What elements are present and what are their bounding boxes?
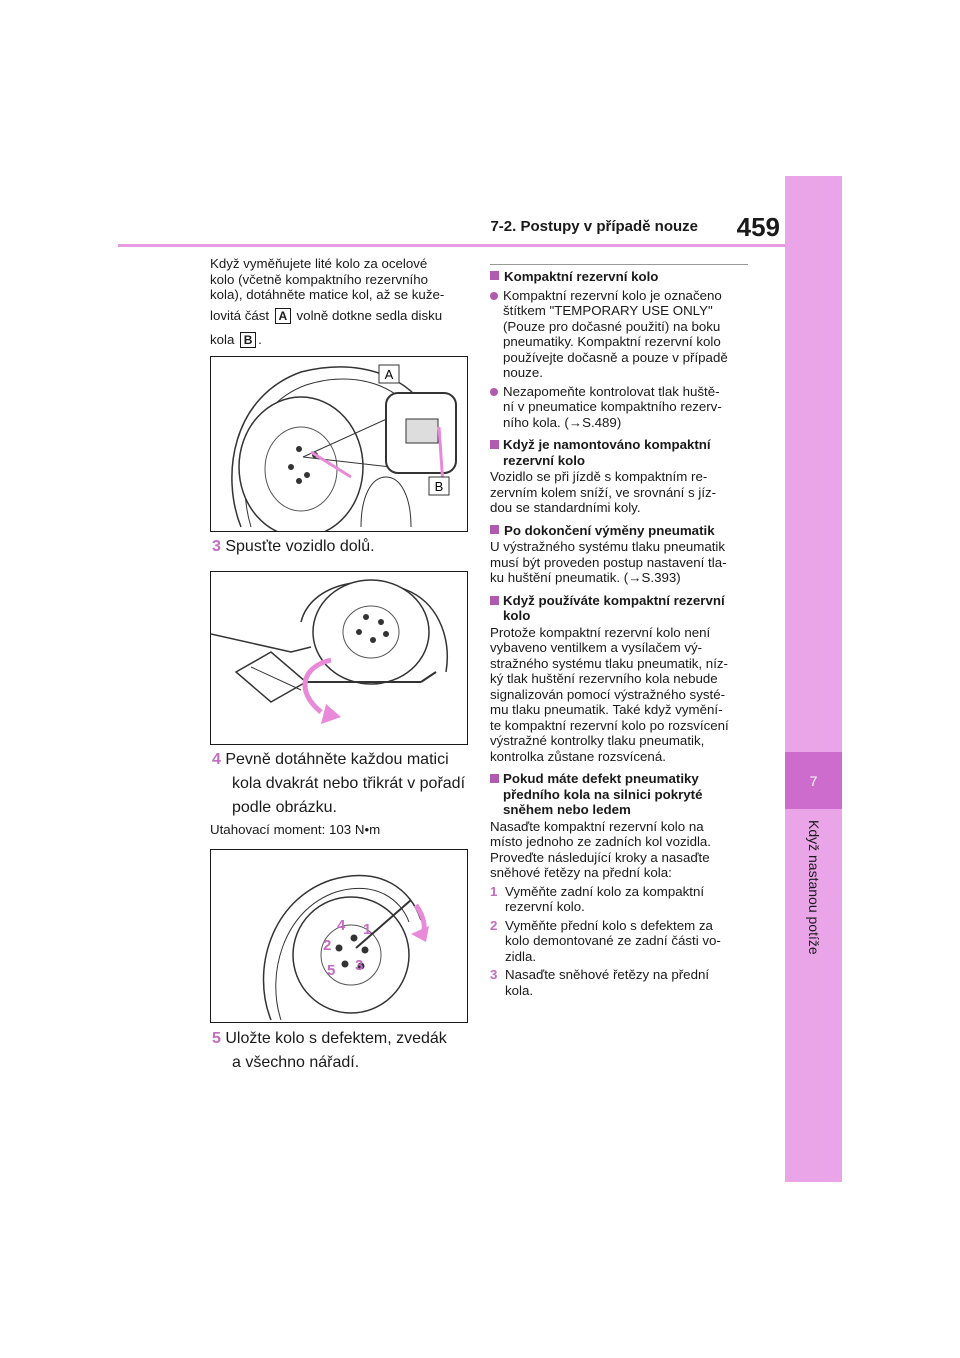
paragraph-spare-mounted: Vozidlo se při jízdě s kompaktním re- zervním kolem sníží, ve srovnání s jíz- dou se standardními koly.: [490, 469, 717, 515]
bullet-check-pressure: Nezapomeňte kontrolovat tlak huště- ní v pneumatice kompaktního rezerv- ního kola. (→S.489): [490, 384, 760, 431]
right-column: [490, 269, 760, 998]
bullet-temporary-use: Kompaktní rezervní kolo je označeno štítkem "TEMPORARY USE ONLY" (Pouze pro dočasné použití) na boku pneumatiky. Kompaktní rezervní kolo používejte dočasně a pouze v případě nouze.: [490, 288, 760, 381]
chapter-number-box: 7: [785, 752, 842, 809]
intro-paragraph: Když vyměňujete lité kolo za ocelové kolo (včetně kompaktního rezervního kola), dotáhněte matice kol, až se kuže- lovitá část A volně dotkne sedla disku kola B .: [210, 256, 445, 347]
chapter-title-vertical: Když nastanou potíže: [805, 820, 822, 955]
snow-step-3: 3 Nasaďte sněhové řetězy na přední kola.: [490, 967, 710, 998]
page-number: 459: [736, 212, 780, 242]
header-rule: [118, 244, 785, 247]
label-b-box: B: [240, 332, 256, 348]
heading-compact-spare: Kompaktní rezervní kolo: [490, 269, 760, 285]
label-a-box: A: [275, 308, 291, 324]
paragraph-snow-ice: Nasaďte kompaktní rezervní kolo na místo jednoho ze zadních kol vozidla. Proveďte následující kroky a nasaďte sněhové řetězy na přední kola:: [490, 818, 712, 880]
heading-after-tire-change: Po dokončení výměny pneumatik: [490, 523, 760, 539]
snow-step-1: 1 Vyměňte zadní kolo za kompaktní rezervní kolo.: [490, 883, 705, 914]
tightening-order-illustration: [211, 850, 467, 1022]
order-num-4: 4: [337, 917, 346, 934]
figure-tightening-order: [210, 849, 468, 1023]
torque-spec: Utahovací moment: 103 N•m: [210, 822, 381, 837]
column-rule: [490, 264, 748, 265]
order-num-1: 1: [363, 921, 372, 938]
step-4: 4 Pevně dotáhněte každou matici kola dvakrát nebo třikrát v pořadí podle obrázku.: [212, 751, 466, 816]
order-num-2: 2: [323, 937, 332, 954]
heading-using-spare: Když používáte kompaktní rezervní kolo: [490, 593, 760, 624]
order-num-3: 3: [355, 957, 364, 974]
section-title: 7-2. Postupy v případě nouze: [490, 218, 698, 235]
wheel-nut-illustration: [211, 357, 467, 531]
step-5: 5 Uložte kolo s defektem, zvedák a všechno nářadí.: [212, 1030, 447, 1071]
heading-spare-mounted: Když je namontováno kompaktní rezervní kolo: [490, 437, 760, 468]
figure-lower-vehicle: [210, 571, 468, 745]
step-3: 3 Spusťte vozidlo dolů.: [212, 538, 375, 555]
paragraph-using-spare: Protože kompaktní rezervní kolo není vybaveno ventilkem a vysílačem vý- stražného systému tlaku pneumatik, níz- ký tlak huštění rezervního kola nebude signalizován pomocí výstražného systé- mu tlaku pneumatik. Také když vymění- te kompaktní rezervní kolo po rozsvícení výstražné kontrolky tlaku pneumatik, kontrolka zůstane rozsvícená.: [490, 624, 729, 764]
figure-wheel-nut-detail: [210, 356, 468, 532]
paragraph-after-tire-change: U výstražného systému tlaku pneumatik musí být proveden postup nastavení tla- ku huštění pneumatik. (→S.393): [490, 539, 727, 585]
jack-lowering-illustration: [211, 572, 467, 744]
order-num-5: 5: [327, 962, 336, 979]
fig1-label-b: B: [434, 479, 444, 494]
heading-snow-ice: Pokud máte defekt pneumatiky předního kola na silnici pokryté sněhem nebo ledem: [490, 771, 760, 818]
fig1-label-a: A: [384, 367, 394, 382]
snow-step-2: 2 Vyměňte přední kolo s defektem za kolo demontované ze zadní části vo- zidla.: [490, 917, 721, 964]
